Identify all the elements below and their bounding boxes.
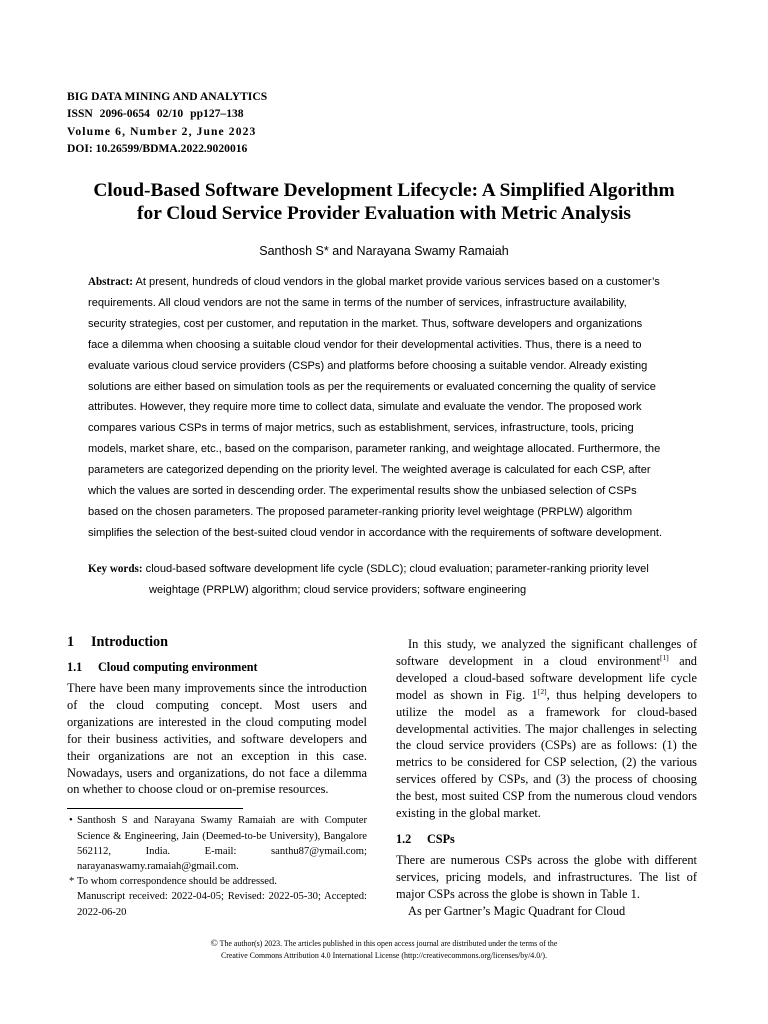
left-column	[67, 632, 367, 920]
paragraph: There are numerous CSPs across the globe with different services, pricing models, and infrastructures. The list of major CSPs across the globe is shown in Table 1.	[396, 852, 697, 901]
abstract-line: evaluate various cloud service providers (CSPs) and platforms before choosing a suitable vendor. Already existing	[88, 359, 648, 372]
bullet-icon: •	[69, 815, 73, 827]
footnotes	[67, 813, 367, 919]
license-line-1	[0, 938, 768, 950]
journal-doi: DOI: 10.26599/BDMA.2022.9020016	[67, 141, 248, 155]
abstract-line: compares various CSPs in terms of major metrics, such as establishment, services, infrastructure, tools, pricing	[88, 422, 634, 435]
license-text: The author(s) 2023. The articles published in this open access journal are distributed under the terms of the	[217, 939, 558, 948]
license-line-2: Creative Commons Attribution 4.0 International License (http://creativecommons.org/licenses/by/4.0/).	[221, 951, 547, 960]
subsection-heading	[396, 830, 697, 848]
keywords-line-2: weightage (PRPLW) algorithm; cloud service providers; software engineering	[149, 584, 527, 596]
abstract-line: based on the chosen parameters. The proposed parameter-ranking priority level weightage (PRPLW) algorithm	[88, 505, 633, 518]
paper-title-line-2: for Cloud Service Provider Evaluation with Metric Analysis	[137, 203, 631, 224]
subsection-heading	[67, 658, 367, 676]
abstract-line: requirements. All cloud vendors are not the same in terms of the number of services, infrastructure availability,	[88, 296, 627, 309]
abstract	[88, 272, 674, 544]
footnote-dates	[67, 889, 367, 919]
copyright-icon: ©	[210, 939, 218, 949]
subsection-number: 1.2	[396, 831, 412, 846]
journal-name: BIG DATA MINING AND ANALYTICS	[67, 90, 268, 103]
abstract-line: which the values are sorted in descending order. The experimental results show the unbiased selection of CSPs	[88, 485, 637, 498]
keywords-label: Key words:	[88, 563, 143, 575]
footnote-affiliation	[67, 813, 367, 874]
abstract-label: Abstract:	[88, 276, 133, 288]
footnote-text: Santhosh S and Narayana Swamy Ramaiah are with Computer Science & Engineering, Jain (Deemed-to-be University), Bangalore 562112, India. E-mail: santhu87@ymail.com; narayanaswamy.ramaiah@gmail.com.	[77, 815, 367, 872]
journal-issn: ISSN 2096-0654 02/10 pp127–138	[67, 107, 244, 121]
journal-volume: Volume 6, Number 2, June 2023	[67, 124, 257, 138]
footnote-text: To whom correspondence should be addressed.	[77, 876, 277, 888]
citation[interactable]: [1]	[659, 652, 669, 662]
abstract-line: simplifies the selection of the best-suited cloud vendor in accordance with the requirements of software development.	[88, 526, 663, 539]
footnote-text: Manuscript received: 2022-04-05; Revised: 2022-05-30; Accepted: 2022-06-20	[77, 891, 367, 918]
keywords	[88, 559, 678, 601]
section-title: Introduction	[91, 634, 168, 650]
paragraph: There have been many improvements since the introduction of the cloud computing concept. Most users and organizations are interested in the cloud computing model for their business activities, and software developers and their organizations are not an exception in this case. Nowadays, users and organizations, do not face a dilemma on whether to choose cloud or on-premise resources.	[67, 681, 367, 797]
abstract-line: models, market share, etc., based on the comparison, parameter ranking, and weightage allocated. Furthermore, the	[88, 443, 661, 456]
paper-title	[40, 179, 728, 225]
abstract-line: face a dilemma when choosing a suitable cloud vendor for their developmental activities. Thus, there is a need to	[88, 338, 642, 351]
asterisk-icon: *	[69, 876, 75, 888]
abstract-line: attributes. However, they require more time to collect data, simulate and evaluate the vendor. The proposed work	[88, 401, 642, 414]
keywords-line-1: cloud-based software development life cycle (SDLC); cloud evaluation; parameter-ranking priority level	[145, 563, 649, 575]
paragraph-text: In this study, we analyzed the significant challenges of software development in a cloud environment	[396, 637, 697, 668]
abstract-line: parameters are categorized depending on the priority level. The weighted average is calculated for each CSP, after	[88, 464, 651, 477]
paragraph: As per Gartner’s Magic Quadrant for Cloud	[408, 903, 626, 918]
abstract-line: security strategies, cost per customer, and reputation in the market. Thus, software developers and organizations	[88, 317, 643, 330]
paragraph	[396, 636, 697, 822]
abstract-line	[88, 272, 674, 293]
footnote-divider	[67, 808, 243, 809]
subsection-number: 1.1	[67, 660, 83, 674]
license-notice	[0, 938, 768, 961]
paragraph-text: , thus helping developers to utilize the model as a framework for cloud-based developmental activities. The major challenges in selecting the cloud service providers (CSPs) are as follows: (1) the metrics to be considered for CSP selection, (2) the various services offered by CSPs, and (3) the process of choosing the best, most suited CSP from the numerous cloud vendors existing in the global market.	[396, 687, 697, 821]
paragraph-text: and developed a cloud-based software development life cycle model as shown in Fig. 1	[396, 653, 697, 702]
right-column	[396, 636, 697, 920]
abstract-line: solutions are either based on simulation tools as per the requirements or evaluated concerning the quality of service	[88, 380, 656, 393]
abstract-text: At present, hundreds of cloud vendors in the global market provide various services based on a customer’s	[135, 276, 660, 288]
paper-authors: Santhosh S* and Narayana Swamy Ramaiah	[259, 244, 509, 258]
subsection-title: Cloud computing environment	[98, 660, 258, 674]
journal-header	[67, 88, 267, 157]
section-number: 1	[67, 634, 75, 650]
subsection-title: CSPs	[427, 831, 455, 846]
section-heading	[67, 632, 367, 652]
citation[interactable]: [2]	[537, 686, 547, 696]
paper-title-line-1: Cloud-Based Software Development Lifecycle: A Simplified Algorithm	[93, 180, 675, 201]
footnote-correspondence	[67, 874, 367, 889]
